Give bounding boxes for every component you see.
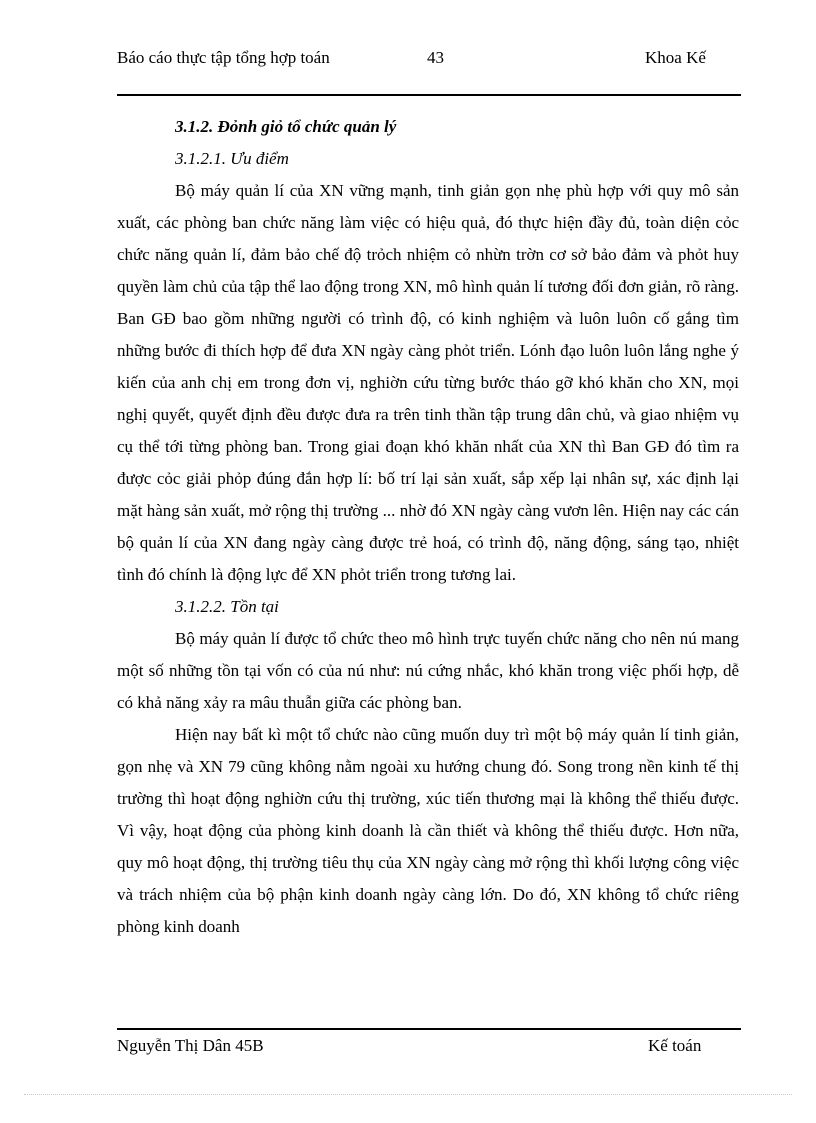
paragraph-limitations-1: Bộ máy quản lí được tổ chức theo mô hình trực tuyến chức năng cho nên nú mang một số những tồn tại vốn có của nú như: nú cứng nhắc, khó khăn trong việc phối hợp, dễ có khả năng xảy ra mâu thuẫn giữa các phòng ban. (117, 629, 739, 712)
subsection-title-limitations: 3.1.2.2. Tồn tại (175, 597, 279, 616)
paragraph-advantages: Bộ máy quản lí của XN vững mạnh, tinh giản gọn nhẹ phù hợp với quy mô sản xuất, các phòng ban chức năng làm việc có hiệu quả, đó thực hiện đầy đủ, toàn diện cỏc chức năng quản lí, đảm bảo chế độ trỏch nhiệm cỏ nhừn trờn cơ sở bảo đảm và phỏt huy quyền làm chủ của tập thể lao động trong XN, mô hình quản lí tương đối đơn giản, rõ ràng. Ban GĐ bao gồm những người có trình độ, có kinh nghiệm và luôn luôn cố gắng tìm những bước đi thích hợp để đưa XN ngày càng phỏt triển. Lónh đạo luôn luôn lắng nghe ý kiến của anh chị em trong đơn vị, nghiờn cứu từng bước tháo gỡ khó khăn cho XN, mọi nghị quyết, quyết định đều được đưa ra trên tinh thần tập trung dân chủ, và giao nhiệm vụ cụ thể tới từng phòng ban. Trong giai đoạn khó khăn nhất của XN thì Ban GĐ đó tìm ra được cỏc giải phỏp đúng đắn hợp lí: bố trí lại sản xuất, sắp xếp lại nhân sự, xác định lại mặt hàng sản xuất, mở rộng thị trường ... nhờ đó XN ngày càng vươn lên. Hiện nay các cán bộ quản lí của XN đang ngày càng được trẻ hoá, có trình độ, năng động, sáng tạo, nhiệt tình đó chính là động lực để XN phỏt triển trong tương lai. (117, 181, 739, 584)
footer-author: Nguyễn Thị Dân 45B (117, 1036, 264, 1055)
header-department: Khoa Kế (645, 48, 706, 67)
header-report-title: Báo cáo thực tập tổng hợp toán (117, 48, 330, 67)
footer-major: Kế toán (648, 1036, 702, 1055)
paragraph-limitations-2: Hiện nay bất kì một tổ chức nào cũng muốn duy trì một bộ máy quản lí tinh giản, gọn nhẹ và XN 79 cũng không nằm ngoài xu hướng chung đó. Song trong nền kinh tế thị trường thì hoạt động nghiờn cứu thị trường, xúc tiến thương mại là không thể thiếu được. Vì vậy, hoạt động của phòng kinh doanh là cần thiết và không thể thiếu được. Hơn nữa, quy mô hoạt động, thị trường tiêu thụ của XN ngày càng mở rộng thì khối lượng công việc và trách nhiệm của bộ phận kinh doanh ngày càng lớn. Do đó, XN không tổ chức riêng phòng kinh doanh (117, 725, 739, 936)
section-title: 3.1.2. Đỏnh giỏ tổ chức quản lý (175, 117, 397, 136)
page-bottom-dotted-line (24, 1094, 792, 1095)
subsection-title-advantages: 3.1.2.1. Ưu điểm (175, 149, 289, 168)
footer-rule (117, 1028, 741, 1030)
page-number: 43 (427, 48, 444, 67)
page-header (117, 47, 740, 95)
document-body (117, 111, 739, 943)
header-rule (117, 94, 741, 96)
